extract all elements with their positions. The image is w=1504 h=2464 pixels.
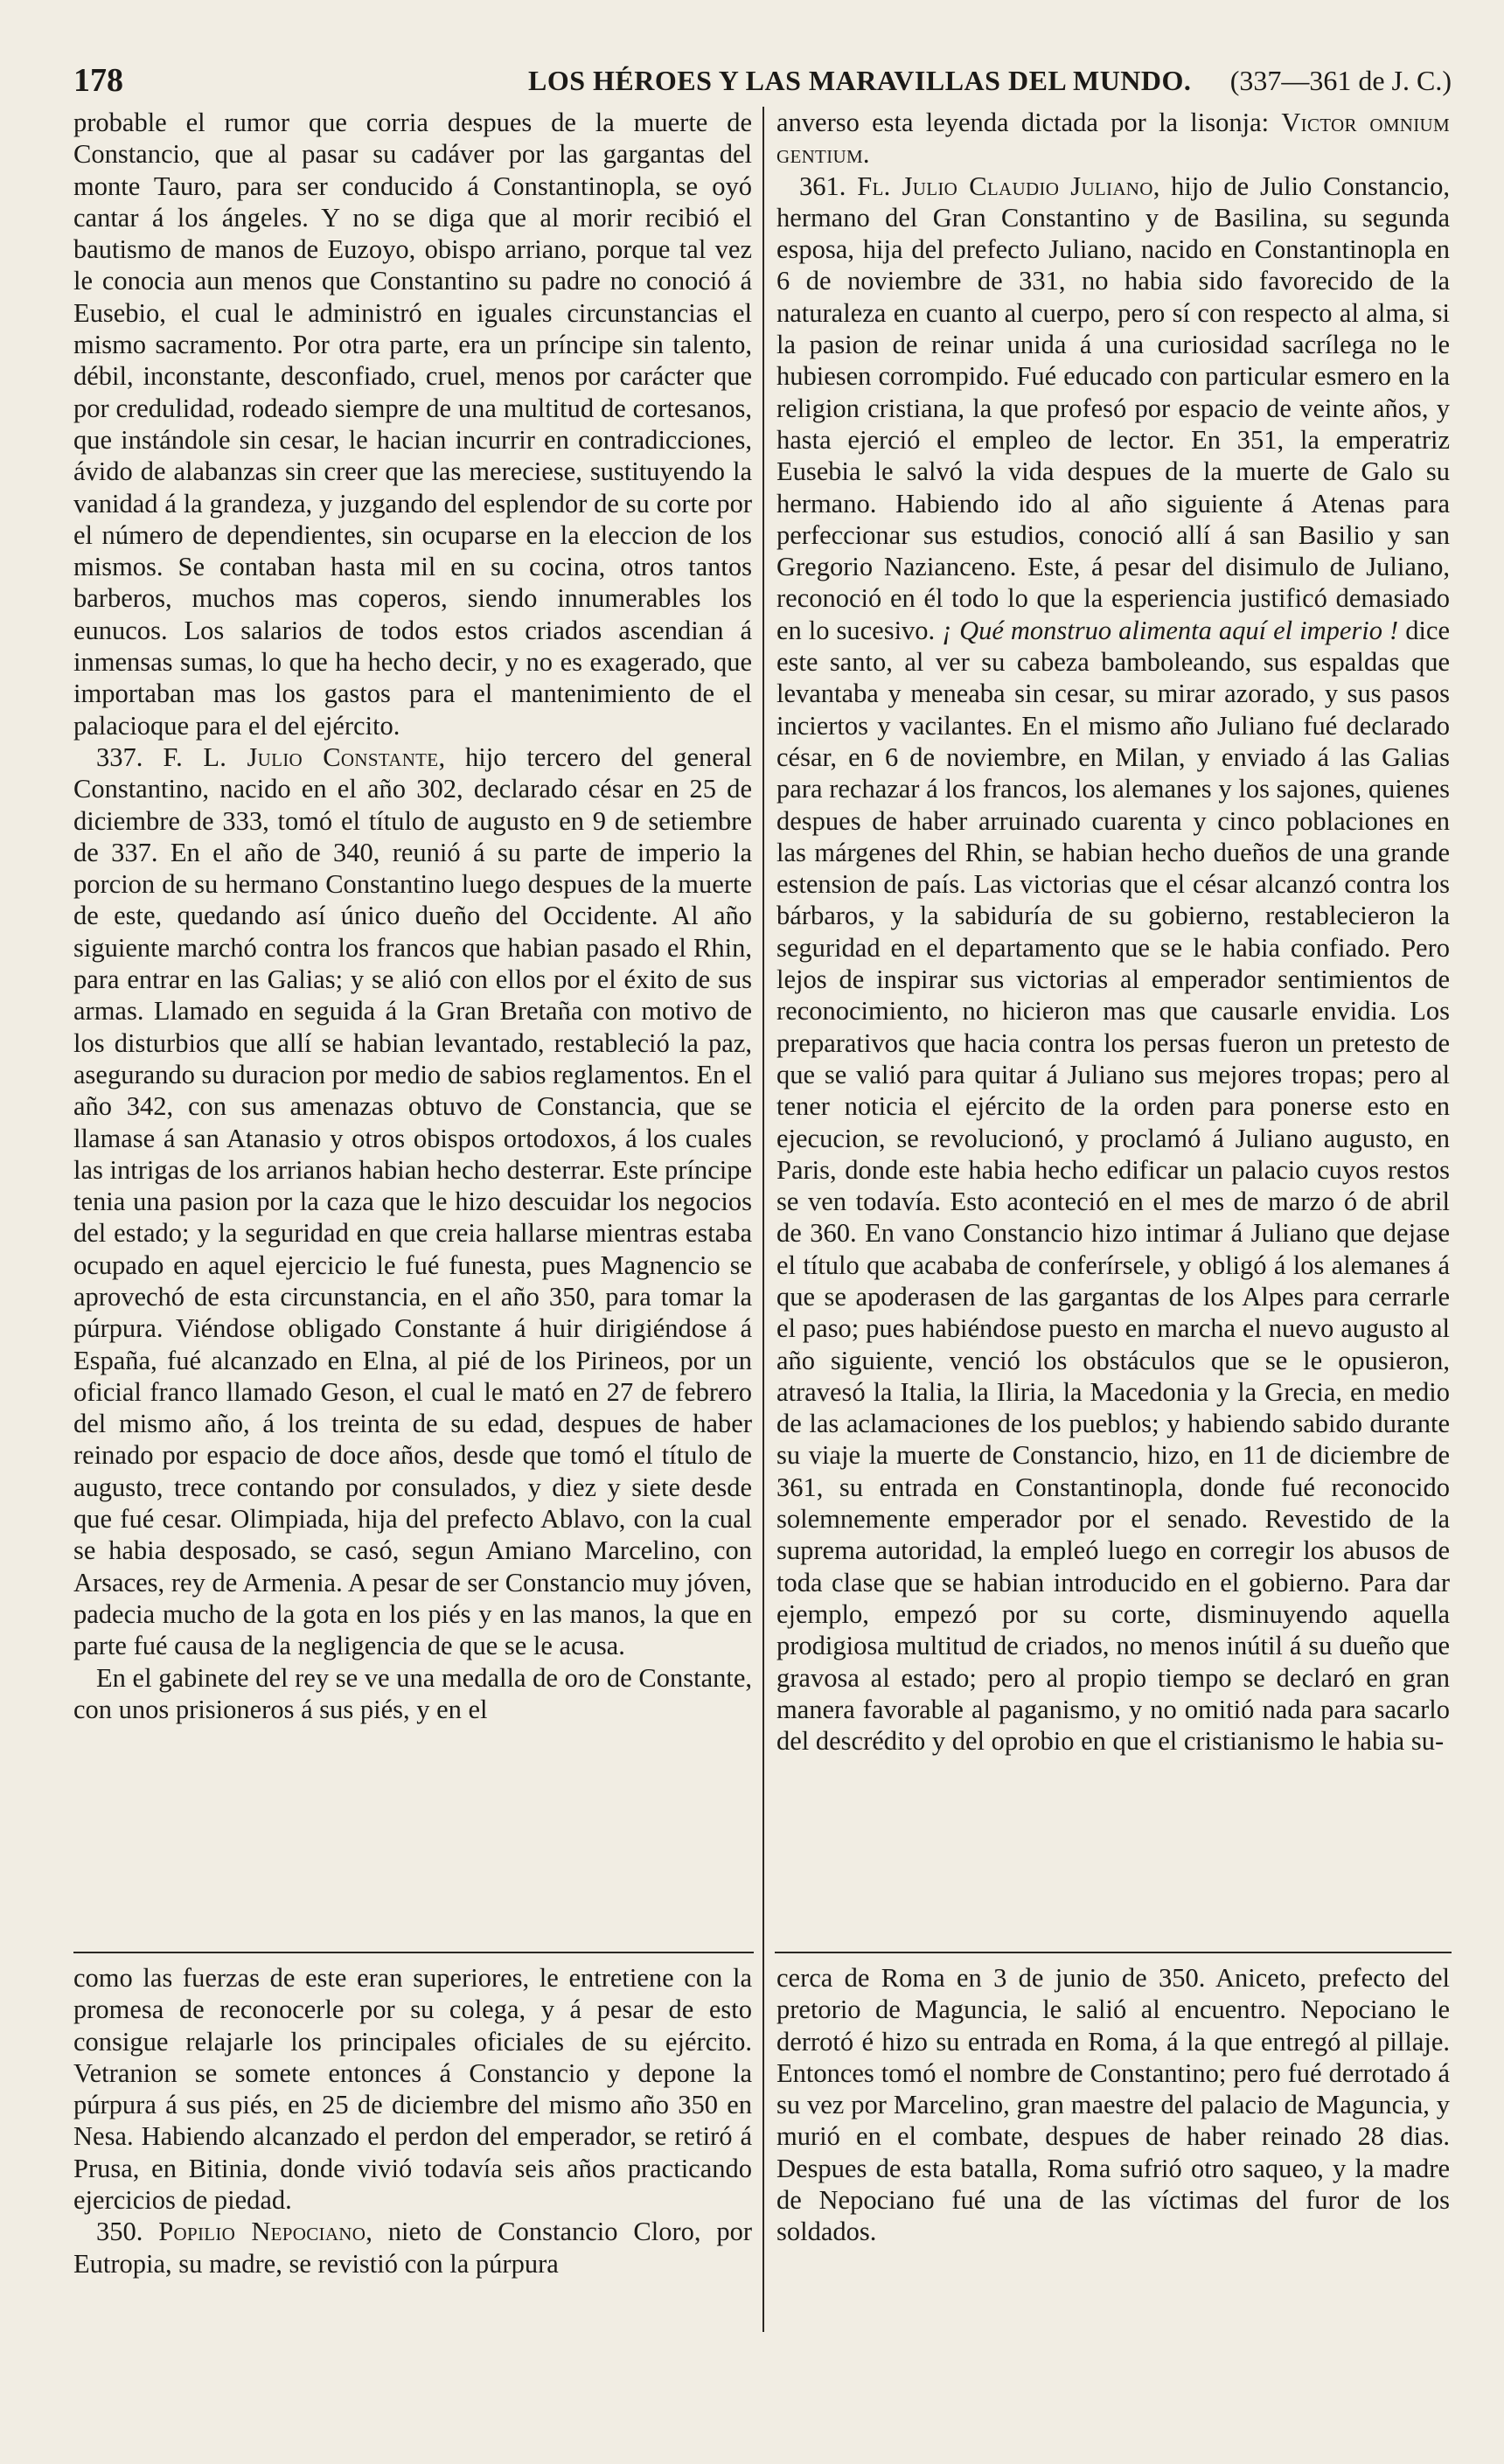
footnote-rule-right (775, 1952, 1452, 1953)
right-column-footnote (776, 1962, 1450, 2329)
paragraph-constancio-end: probable el rumor que corria despues de la muerte de Constancio, que al pasar su cadáver por las gargantas del monte Tauro, para ser conducido á Constantinopla, se oyó cantar á los ángeles. Y no se diga que al morir recibió el bautismo de manos de Euzoyo, obispo arriano, porque tal vez le conocia aun menos que Constantino su padre no conoció á Eusebio, el cual le administró en iguales circunstancias el mismo sacramento. Por otra parte, era un príncipe sin talento, débil, inconstante, desconfiado, cruel, menos por carácter que por credulidad, rodeado siempre de una multitud de cortesanos, que instándole sin cesar, le hacian incurrir en contradicciones, ávido de alabanzas sin creer que las mereciese, sustituyendo la vanidad á la grandeza, y juzgando del esplendor de su corte por el número de dependientes, sin ocuparse en la eleccion de los mismos. Se contaban hasta mil en su cocina, otros tantos barberos, muchos mas coperos, siendo innumerables los eunucos. Los salarios de todos estos criados ascendian á inmensas sumas, lo que ha hecho decir, y no es exagerado, que importaban mas los gastos para el mantenimiento de el palacioque para el del ejército. (73, 108, 752, 741)
date-range: (337—361 de J. C.) (1229, 65, 1452, 96)
paragraph-vetranion: como las fuerzas de este eran superiores, le entretiene con la promesa de reconocerle por su colega, y á pesar de esto consigue relajarle los principales oficiales de su ejército. Vetranion se somete entonces á Constancio y depone la púrpura á sus piés, en 25 de diciembre del mismo año 350 en Nesa. Habiendo alcanzado el perdon del emperador, se retiró á Prusa, en Bitinia, donde vivió todavía seis años practicando ejercicios de piedad. (73, 1963, 752, 2216)
entry-name: Popilio Nepociano (158, 2217, 366, 2247)
quotation: ¡ Qué monstruo alimenta aquí el imperio ! (942, 615, 1399, 645)
left-column-footnote (73, 1962, 752, 2329)
entry-name: Fl. Julio Claudio Juliano (857, 171, 1153, 201)
entry-text: , hijo de Julio Constancio, hermano del Gran Constantino y de Basilina, su segunda esposa, hija del prefecto Juliano, nacido en Constantinopla en 6 de noviembre de 331, no habia sido favorecido de la naturaleza en cuanto al cuerpo, pero sí con respecto al alma, si la pasion de reinar unida á una curiosidad sacrílega no le hubiesen corrompido. Fué educado con particular esmero en la religion cristiana, la que profesó por espacio de veinte años, y hasta ejerció el empleo de lector. En 351, la emperatriz Eusebia le salvó la vida despues de la muerte de Galo su hermano. Habiendo ido al año siguiente á Atenas para perfeccionar sus estudios, conoció allí á san Basilio y san Gregorio Nazianceno. Este, á pesar del disimulo de Juliano, reconoció en él todo lo que la esperiencia justificó demasiado en lo sucesivo. (776, 171, 1450, 645)
running-title: LOS HÉROES Y LAS MARAVILLAS DEL MUNDO. (528, 65, 1192, 96)
paragraph-juliano (776, 171, 1450, 1758)
entry-name: F. L. Julio Constante (163, 741, 439, 772)
left-column-main (73, 107, 752, 1943)
entry-text: , nieto de Constancio Cloro, por Eutropia, su madre, se revistió con la púrpura (73, 2217, 752, 2279)
paragraph-legend (776, 107, 1450, 171)
entry-number: 361. (799, 171, 846, 201)
paragraph-nepociano-end: cerca de Roma en 3 de junio de 350. Aniceto, prefecto del pretorio de Maguncia, le salió al encuentro. Nepociano le derrotó é hizo su entrada en Roma, á la que entregó al pillaje. Entonces tomó el nombre de Constantino; pero fué derrotado á su vez por Marcelino, gran maestre del palacio de Maguncia, y murió en el combate, despues de haber reinado 28 dias. Despues de esta batalla, Roma sufrió otro saqueo, y la madre de Nepociano fué una de las víctimas del furor de los soldados. (776, 1963, 1450, 2247)
running-header (73, 61, 1452, 101)
footnote-rule-left (73, 1952, 754, 1953)
legend-inscription: Victor omnium gentium. (776, 108, 1450, 170)
right-column-main (776, 107, 1450, 1943)
paragraph-nepociano (73, 2216, 752, 2280)
paragraph-medal: En el gabinete del rey se ve una medalla de oro de Constante, con unos prisioneros á sus piés, y en el (73, 1662, 752, 1724)
entry-number: 350. (96, 2217, 143, 2247)
paragraph-constante (73, 741, 752, 1662)
entry-text: , hijo tercero del general Constantino, nacido en el año 302, declarado césar en 25 de diciembre de 333, tomó el título de augusto en 9 de setiembre de 337. En el año de 340, reunió á su parte de imperio la porcion de su hermano Constantino luego despues de la muerte de este, quedando así único dueño del Occidente. Al año siguiente marchó contra los francos que habian pasado el Rhin, para entrar en las Galias; y se alió con ellos por el éxito de sus armas. Llamado en seguida á la Gran Bretaña con motivo de los disturbios que allí se habian levantado, restableció la paz, asegurando su duracion por medio de sabios reglamentos. En el año 342, con sus amenazas obtuvo de Constancia, que se llamase á san Atanasio y otros obispos ortodoxos, á los cuales las intrigas de los arrianos habian hecho desterrar. Este príncipe tenia una pasion por la caza que le hizo descuidar los negocios del estado; y la seguridad en que creia hallarse mientras estaba ocupado en aquel ejercicio le fué funesta, pues Magnencio se aprovechó de esta circunstancia, en el año 350, para tomar la púrpura. Viéndose obligado Constante á huir dirigiéndose á España, fué alcanzado en Elna, al pié de los Pirineos, por un oficial franco llamado Geson, el cual le mató en 27 de febrero del mismo año, á los treinta de su edad, despues de haber reinado por espacio de doce años, desde que tomó el título de augusto, trece contando por consulados, y diez y siete desde que fué cesar. Olimpiada, hija del prefecto Ablavo, con la cual se habia desposado, se casó, segun Amiano Marcelino, con Arsaces, rey de Armenia. A pesar de ser Constancio muy jóven, padecia mucho de la gota en los piés y en las manos, la que en parte fué causa de la negligencia de que se le acusa. (73, 741, 752, 1661)
entry-number: 337. (96, 741, 143, 772)
entry-text-continued: dice este santo, al ver su cabeza bamboleando, sus espaldas que levantaba y meneaba sin cesar, su mirar azorado, y sus pasos inciertos y vacilantes. En el mismo año Juliano fué declarado césar, en 6 de noviembre, en Milan, y enviado á las Galias para rechazar á los francos, los alemanes y los sajones, quienes despues de haber arruinado cuarenta y cinco poblaciones en las márgenes del Rhin, se habian hecho dueños de una grande estension de país. Las victorias que el césar alcanzó contra los bárbaros, y la sabiduría de su gobierno, restablecieron la seguridad en el departamento que se le habia confiado. Pero lejos de inspirar sus victorias al emperador sentimientos de reconocimiento, no hicieron mas que causarle envidia. Los preparativos que hacia contra los persas fueron un pretesto de que se valió para quitar á Juliano sus mejores tropas; pero al tener noticia el ejército de la orden para ponerse esto en ejecucion, se revolucionó, y proclamó á Juliano augusto, en Paris, donde este habia hecho edificar un palacio cuyos restos se ven todavía. Esto aconteció en el mes de marzo ó de abril de 360. En vano Constancio hizo intimar á Juliano que dejase el título que acababa de conferírsele, y obligó á los alemanes á que se apoderasen de las gargantas de los Alpes para cerrarle el paso; pues habiéndose puesto en marcha el nuevo augusto al año siguiente, venció los obstáculos que se le opusieron, atravesó la Italia, la Iliria, la Macedonia y la Grecia, en medio de las aclamaciones de los pueblos; y habiendo sabido durante su viaje la muerte de Constancio, hizo, en 11 de diciembre de 361, su entrada en Constantinopla, donde fué reconocido solemnemente emperador por el senado. Revestido de la suprema autoridad, la empleó luego en corregir los abusos de toda clase que se habian introducido en el gobierno. Para dar ejemplo, empezó por su corte, disminuyendo aquella prodigiosa multitud de criados, no menos inútil á su dueño que gravosa al estado; pero al propio tiempo se declaró en gran manera favorable al paganismo, y no omitió nada para sacarlo del descrédito y del oprobio en que el cristianismo le habia su- (776, 615, 1450, 1757)
page-number: 178 (73, 62, 123, 99)
legend-text: anverso esta leyenda dictada por la lisonja: (776, 108, 1282, 137)
column-divider (762, 107, 764, 2332)
